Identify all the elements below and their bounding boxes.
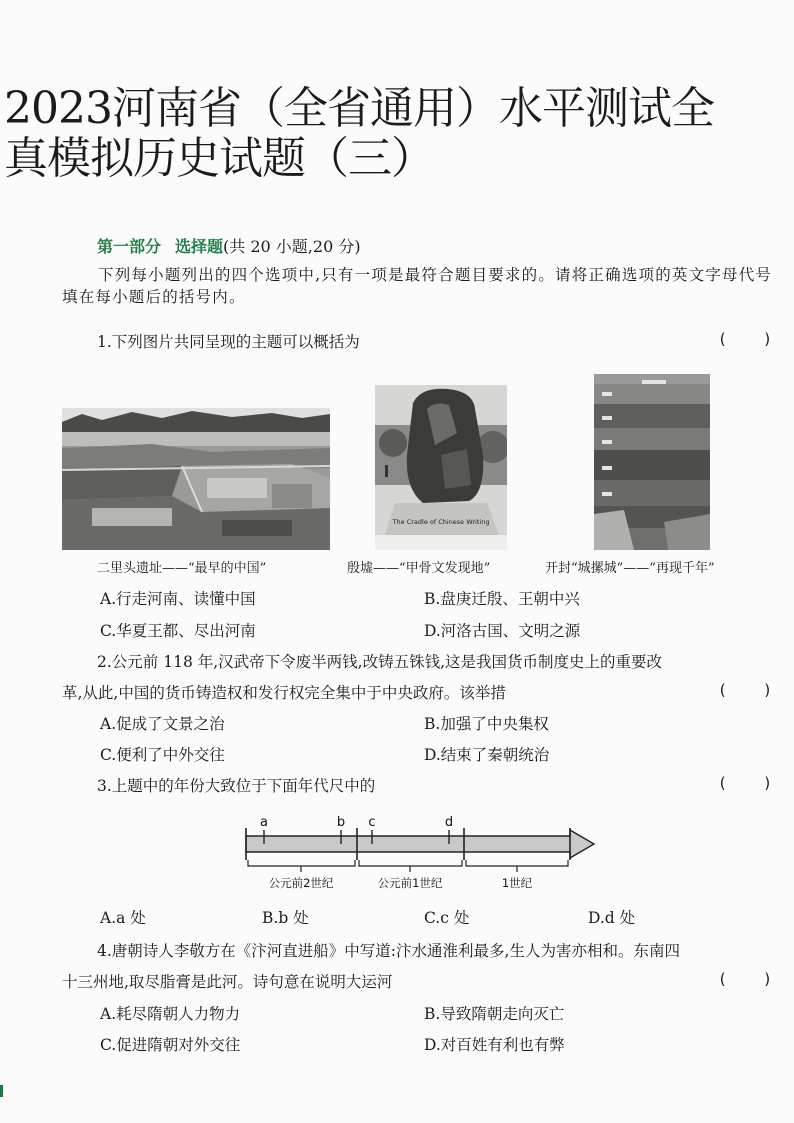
q4-option-c: C.促进隋朝对外交往: [100, 1036, 241, 1054]
timeline-point-d: d: [444, 815, 454, 830]
timeline-point-a: a: [260, 815, 268, 830]
q4-option-d: D.对百姓有利也有弊: [424, 1036, 565, 1054]
yinxu-monument-photo: [375, 385, 507, 550]
timeline-point-c: c: [368, 815, 376, 830]
q3-stem: 3.上题中的年份大致位于下面年代尺中的: [97, 777, 376, 795]
section-name: 选择题: [175, 237, 224, 256]
q1-option-c: C.华夏王都、尽出河南: [100, 622, 256, 640]
caption-kaifeng: 开封“城摞城”——“再现千年”: [545, 561, 715, 576]
q1-answer-paren: ( ): [717, 330, 772, 348]
section-note: (共 20 小题,20 分): [223, 237, 361, 256]
q2-option-d: D.结束了秦朝统治: [424, 746, 550, 764]
q2-answer-paren: ( ): [717, 681, 772, 699]
timeline-ruler: [238, 810, 603, 895]
q1-option-a: A.行走河南、读懂中国: [100, 590, 256, 608]
section-label: 第一部分: [97, 237, 162, 256]
q3-answer-paren: ( ): [717, 774, 772, 792]
q2-option-a: A.促成了文景之治: [100, 715, 225, 733]
q3-option-a: A.a 处: [100, 909, 146, 927]
caption-yinxu: 殷墟——“甲骨文发现地”: [347, 561, 491, 576]
q4-option-b: B.导致隋朝走向灭亡: [424, 1005, 565, 1023]
timeline-segment-2: 公元前1世纪: [377, 876, 443, 890]
q2-stem-line2: 革,从此,中国的货币铸造权和发行权完全集中于中央政府。该举措: [62, 684, 506, 702]
q2-option-b: B.加强了中央集权: [424, 715, 549, 733]
kaifeng-strata-photo: [594, 374, 710, 550]
page-title: [4, 84, 790, 184]
q4-answer-paren: ( ): [717, 970, 772, 988]
erlitou-site-photo: [62, 408, 330, 550]
instructions: 下列每小题列出的四个选项中,只有一项是最符合题目要求的。请将正确选项的英文字母代号填在每小题后的括号内。: [62, 266, 773, 306]
page-edge-mark: [0, 1085, 3, 1097]
q1-stem: 1.下列图片共同呈现的主题可以概括为: [97, 333, 360, 351]
title-line-1: 2023河南省（全省通用）水平测试全: [4, 83, 714, 134]
timeline-segment-1: 公元前2世纪: [268, 876, 334, 890]
q4-stem-line1: 4.唐朝诗人李敬方在《汴河直进船》中写道:汴水通淮利最多,生人为害亦相和。东南四: [97, 942, 680, 960]
q1-option-b: B.盘庚迁殷、王朝中兴: [424, 590, 580, 608]
q3-option-c: C.c 处: [424, 909, 470, 927]
q2-stem-line1: 2.公元前 118 年,汉武帝下令废半两钱,改铸五铢钱,这是我国货币制度史上的重要改: [97, 653, 663, 671]
section-heading: [97, 234, 361, 257]
q4-stem-line2: 十三州地,取尽脂膏是此河。诗句意在说明大运河: [62, 973, 393, 991]
q1-option-d: D.河洛古国、文明之源: [424, 622, 581, 640]
q3-option-d: D.d 处: [588, 909, 636, 927]
q3-option-b: B.b 处: [262, 909, 309, 927]
title-line-2: 真模拟历史试题（三）: [4, 133, 434, 184]
caption-erlitou: 二里头遗址——“最早的中国”: [97, 561, 267, 576]
q2-option-c: C.便利了中外交往: [100, 746, 225, 764]
timeline-segment-3: 1世纪: [501, 876, 533, 890]
monument-plaque-text: The Cradle of Chinese Writing: [392, 518, 490, 526]
timeline-point-b: b: [336, 815, 346, 830]
q4-option-a: A.耗尽隋朝人力物力: [100, 1005, 241, 1023]
